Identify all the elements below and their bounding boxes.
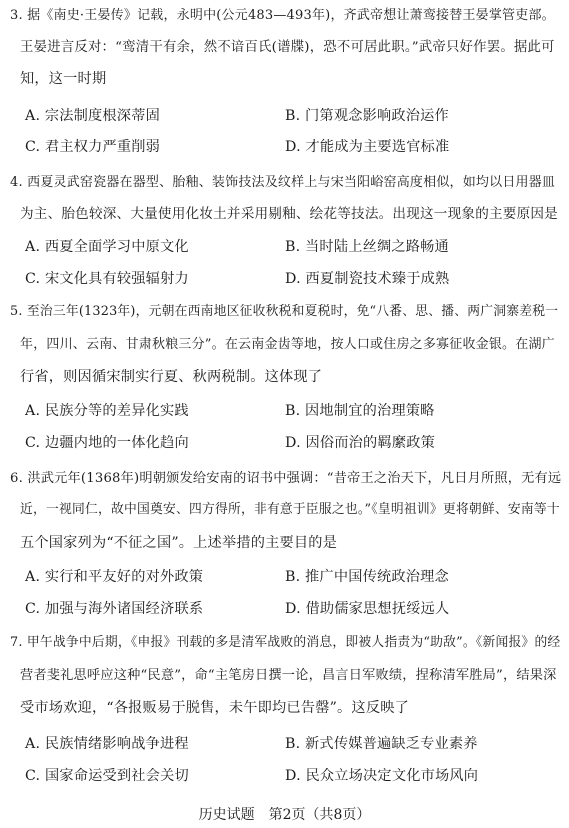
question-6-option-a: A. 实行和平友好的对外政策 bbox=[25, 569, 204, 585]
question-3-option-a: A. 宗法制度根深蒂固 bbox=[25, 108, 160, 124]
question-4-option-b: B. 当时陆上丝绸之路畅通 bbox=[285, 239, 449, 255]
question-5-option-b: B. 因地制宜的治理策略 bbox=[285, 403, 435, 419]
question-7-option-a: A. 民族情绪影响战争进程 bbox=[25, 736, 189, 752]
question-6-stem-line-1: 6. 洪武元年(1368年)明朝颁发给安南的诏书中强调：“昔帝王之治天下，凡日月所照，无有远 bbox=[10, 471, 562, 486]
question-4-option-a: A. 西夏全面学习中原文化 bbox=[25, 239, 189, 255]
question-4-option-d: D. 西夏制瓷技术臻于成熟 bbox=[285, 271, 450, 287]
question-5-option-a: A. 民族分等的差异化实践 bbox=[25, 403, 189, 419]
question-5-stem-line-3: 行省，则因循宋制实行夏、秋两税制。这体现了 bbox=[20, 369, 323, 385]
question-4-option-c: C. 宋文化具有较强辐射力 bbox=[25, 271, 189, 287]
question-6-option-c: C. 加强与海外诸国经济联系 bbox=[25, 601, 204, 617]
question-3-option-b: B. 门第观念影响政治运作 bbox=[285, 108, 449, 124]
question-6-stem-line-3: 五个国家列为“不征之国”。上述举措的主要目的是 bbox=[20, 535, 338, 551]
question-7-stem-line-3: 受市场欢迎，“各报贩易于脱售，未午即均已告罄”。这反映了 bbox=[20, 700, 409, 716]
question-7-option-c: C. 国家命运受到社会关切 bbox=[25, 768, 189, 784]
question-3-stem-line-3: 知，这一时期 bbox=[20, 71, 107, 87]
question-5-option-d: D. 因俗而治的羁縻政策 bbox=[285, 435, 435, 451]
question-3-option-c: C. 君主权力严重削弱 bbox=[25, 139, 161, 155]
question-7-option-b: B. 新式传媒普遍缺乏专业素养 bbox=[285, 736, 478, 752]
question-7-option-d: D. 民众立场决定文化市场风向 bbox=[285, 768, 479, 784]
question-6-option-b: B. 推广中国传统政治理念 bbox=[285, 569, 449, 585]
question-3-option-d: D. 才能成为主要选官标准 bbox=[285, 139, 450, 155]
question-4-stem-line-2: 为主、胎色较深、大量使用化妆土并采用剔釉、绘花等技法。出现这一现象的主要原因是 bbox=[20, 206, 558, 222]
question-5-stem-line-2: 年，四川、云南、甘肃秋粮三分”。在云南金齿等地，按人口或住房之多寡征收金银。在湖广 bbox=[20, 337, 555, 352]
question-7-stem-line-2: 营者斐礼思呼应这种“民意”，命“主笔房日撰一论，昌言日军败绩，捏称清军胜局”，结果深 bbox=[20, 668, 557, 683]
question-7-stem-line-1: 7. 甲午战争中后期，《申报》刊载的多是清军战败的消息，即被人指责为“助敌”。《新闻报》的经 bbox=[10, 635, 561, 650]
question-3-stem-line-1: 3. 据《南史·王晏传》记载，永明中(公元483—493年)，齐武帝想让萧鸾接替王晏掌管吏部。 bbox=[10, 8, 555, 23]
question-4-stem-line-1: 4. 西夏灵武窑瓷器在器型、胎釉、装饰技法及纹样上与宋当阳峪窑高度相似，如均以日用器皿 bbox=[10, 175, 556, 190]
question-3-stem-line-2: 王晏进言反对：“鸾清干有余，然不谙百氏(谱牒)，恐不可居此职。”武帝只好作罢。据此可 bbox=[20, 40, 555, 55]
page-footer: 历史试题 第2页（共8页） bbox=[198, 807, 371, 823]
question-6-option-d: D. 借助儒家思想抚绥远人 bbox=[285, 601, 450, 617]
question-5-stem-line-1: 5. 至治三年(1323年)，元朝在西南地区征收秋税和夏税时，免“八番、思、播、两广洞寨差税一 bbox=[10, 304, 559, 319]
question-6-stem-line-2: 近，一视同仁，故中国奠安、四方得所，非有意于臣服之也。”《皇明祖训》更将朝鲜、安南等十 bbox=[20, 502, 560, 517]
question-5-option-c: C. 边疆内地的一体化趋向 bbox=[25, 435, 189, 451]
